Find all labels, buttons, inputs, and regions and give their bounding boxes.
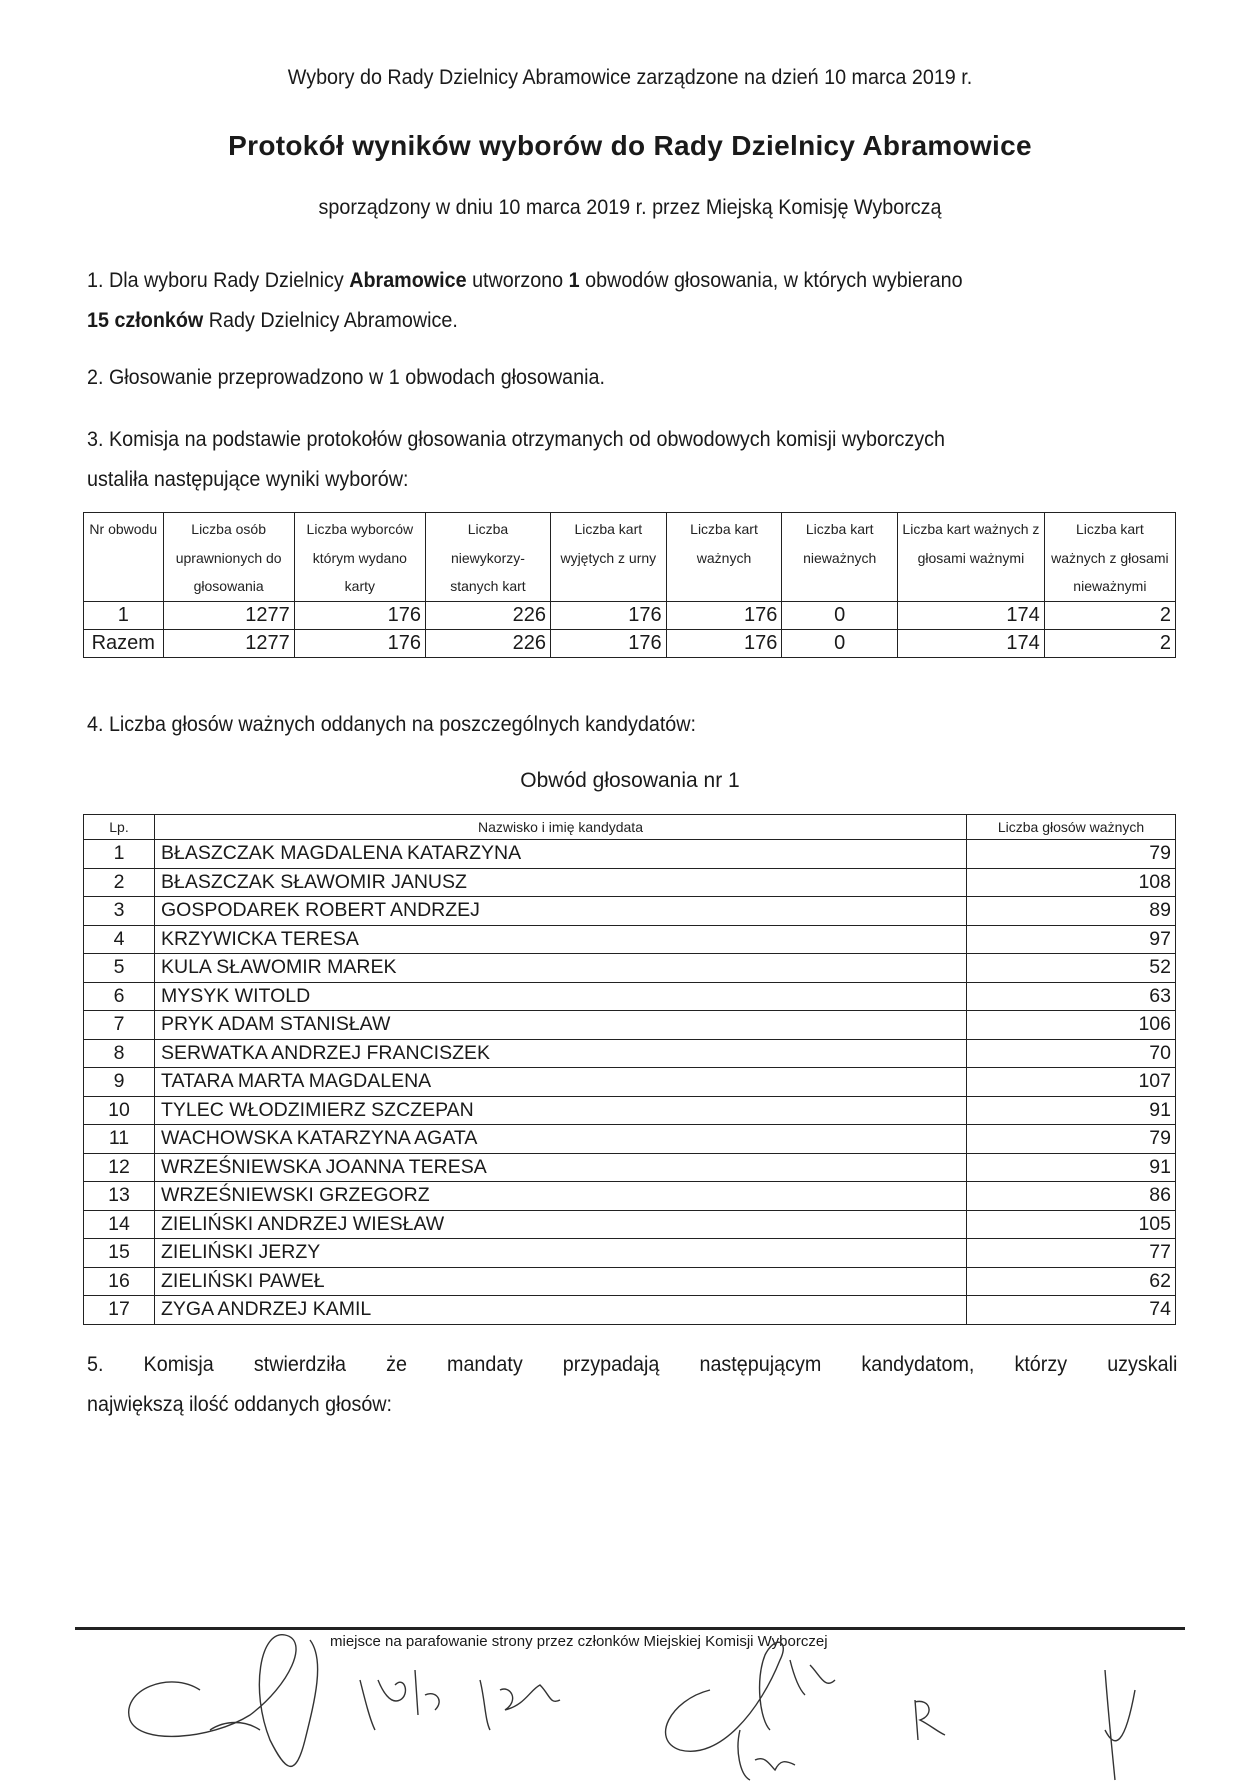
table-row bbox=[84, 954, 1176, 983]
section-5-line-1: 5. Komisja stwierdziła że mandaty przypadają następującym kandydatom, którzy uzyskali bbox=[87, 1353, 1178, 1376]
table-row bbox=[84, 868, 1176, 897]
table-row bbox=[84, 1039, 1176, 1068]
cell-issued: 176 bbox=[294, 601, 425, 629]
col-header: Liczba kart ważnych z głosami nieważnymi bbox=[1044, 513, 1175, 602]
cell-circuit: 1 bbox=[84, 601, 164, 629]
candidate-name: ZYGA ANDRZEJ KAMIL bbox=[155, 1296, 967, 1325]
cell-eligible: 1277 bbox=[163, 629, 294, 657]
cell-invalid: 0 bbox=[782, 601, 898, 629]
candidate-lp: 12 bbox=[84, 1153, 155, 1182]
candidate-name: TYLEC WŁODZIMIERZ SZCZEPAN bbox=[155, 1096, 967, 1125]
results-table-header bbox=[84, 513, 1176, 602]
candidate-lp: 9 bbox=[84, 1068, 155, 1097]
section-4: 4. Liczba głosów ważnych oddanych na poszczególnych kandydatów: bbox=[87, 713, 697, 736]
candidate-lp: 17 bbox=[84, 1296, 155, 1325]
candidate-lp: 14 bbox=[84, 1210, 155, 1239]
candidate-votes: 77 bbox=[967, 1239, 1176, 1268]
candidates-table bbox=[83, 814, 1176, 1325]
initials-note: miejsce na parafowanie strony przez członków Miejskiej Komisji Wyborczej bbox=[330, 1633, 828, 1650]
candidate-name: WRZEŚNIEWSKI GRZEGORZ bbox=[155, 1182, 967, 1211]
candidate-lp: 11 bbox=[84, 1125, 155, 1154]
col-header: Nr obwodu bbox=[84, 513, 164, 602]
table-row bbox=[84, 897, 1176, 926]
candidate-name: PRYK ADAM STANISŁAW bbox=[155, 1011, 967, 1040]
col-header: Liczba kart ważnych bbox=[666, 513, 782, 602]
candidate-votes: 107 bbox=[967, 1068, 1176, 1097]
candidate-votes: 91 bbox=[967, 1153, 1176, 1182]
table-row bbox=[84, 840, 1176, 869]
table-row bbox=[84, 1182, 1176, 1211]
cell-eligible: 1277 bbox=[163, 601, 294, 629]
table-row bbox=[84, 925, 1176, 954]
election-header: Wybory do Rady Dzielnicy Abramowice zarządzone na dzień 10 marca 2019 r. bbox=[287, 66, 973, 89]
signature-4-icon bbox=[915, 1700, 945, 1740]
section-1 bbox=[87, 261, 1112, 341]
cell-circuit: Razem bbox=[84, 629, 164, 657]
table-row bbox=[84, 1011, 1176, 1040]
candidate-lp: 3 bbox=[84, 897, 155, 926]
section-5 bbox=[87, 1345, 1177, 1425]
candidate-name: WRZEŚNIEWSKA JOANNA TERESA bbox=[155, 1153, 967, 1182]
candidate-name: ZIELIŃSKI JERZY bbox=[155, 1239, 967, 1268]
cell-invalid-votes: 2 bbox=[1044, 601, 1175, 629]
section-3 bbox=[87, 420, 1112, 500]
candidate-votes: 108 bbox=[967, 868, 1176, 897]
col-header: Liczba kart ważnych z głosami ważnymi bbox=[898, 513, 1045, 602]
district-name: Abramowice bbox=[349, 269, 467, 292]
section-2: 2. Głosowanie przeprowadzono w 1 obwodach głosowania. bbox=[87, 366, 605, 389]
candidate-lp: 5 bbox=[84, 954, 155, 983]
col-header-votes: Liczba głosów ważnych bbox=[967, 815, 1176, 840]
cell-valid: 176 bbox=[666, 629, 782, 657]
candidate-name: TATARA MARTA MAGDALENA bbox=[155, 1068, 967, 1097]
cell-valid: 176 bbox=[666, 601, 782, 629]
table-row bbox=[84, 982, 1176, 1011]
candidate-votes: 79 bbox=[967, 1125, 1176, 1154]
table-row bbox=[84, 1296, 1176, 1325]
candidate-votes: 79 bbox=[967, 840, 1176, 869]
candidate-votes: 89 bbox=[967, 897, 1176, 926]
candidates-table-header bbox=[84, 815, 1176, 840]
members-count: 15 członków bbox=[87, 309, 204, 332]
candidate-lp: 13 bbox=[84, 1182, 155, 1211]
candidate-lp: 2 bbox=[84, 868, 155, 897]
table-row bbox=[84, 1267, 1176, 1296]
col-header: Liczba osób uprawnionych do głosowania bbox=[163, 513, 294, 602]
candidate-votes: 86 bbox=[967, 1182, 1176, 1211]
signature-3-icon bbox=[666, 1642, 835, 1780]
section-1-prefix: 1. Dla wyboru Rady Dzielnicy bbox=[87, 269, 350, 292]
candidate-votes: 63 bbox=[967, 982, 1176, 1011]
section-1-text: utworzono bbox=[466, 269, 569, 292]
candidate-lp: 8 bbox=[84, 1039, 155, 1068]
section-1-text: obwodów głosowania, w których wybierano bbox=[579, 269, 963, 292]
candidate-votes: 106 bbox=[967, 1011, 1176, 1040]
candidate-votes: 70 bbox=[967, 1039, 1176, 1068]
circuits-count: 1 bbox=[568, 269, 580, 292]
candidate-name: ZIELIŃSKI ANDRZEJ WIESŁAW bbox=[155, 1210, 967, 1239]
page-title: Protokół wyników wyborów do Rady Dzielnicy Abramowice bbox=[228, 130, 1032, 161]
candidate-lp: 10 bbox=[84, 1096, 155, 1125]
table-row bbox=[84, 1125, 1176, 1154]
candidate-votes: 52 bbox=[967, 954, 1176, 983]
candidate-name: GOSPODAREK ROBERT ANDRZEJ bbox=[155, 897, 967, 926]
signature-1-icon bbox=[129, 1635, 318, 1767]
results-table bbox=[83, 512, 1176, 658]
table-row bbox=[84, 1210, 1176, 1239]
section-3-line-1: 3. Komisja na podstawie protokołów głosowania otrzymanych od obwodowych komisji wyborczych bbox=[87, 428, 945, 451]
candidate-lp: 6 bbox=[84, 982, 155, 1011]
candidates-table-body bbox=[84, 840, 1176, 1325]
cell-unused: 226 bbox=[425, 629, 550, 657]
candidate-name: ZIELIŃSKI PAWEŁ bbox=[155, 1267, 967, 1296]
signature-2-icon bbox=[360, 1670, 560, 1730]
candidate-name: KULA SŁAWOMIR MAREK bbox=[155, 954, 967, 983]
cell-from-urn: 176 bbox=[550, 601, 666, 629]
candidate-votes: 97 bbox=[967, 925, 1176, 954]
table-row bbox=[84, 601, 1176, 629]
candidate-lp: 16 bbox=[84, 1267, 155, 1296]
candidate-name: BŁASZCZAK SŁAWOMIR JANUSZ bbox=[155, 868, 967, 897]
section-1-suffix: Rady Dzielnicy Abramowice. bbox=[203, 309, 458, 332]
cell-from-urn: 176 bbox=[550, 629, 666, 657]
col-header: Liczba niewykorzy- stanych kart bbox=[425, 513, 550, 602]
candidate-votes: 91 bbox=[967, 1096, 1176, 1125]
col-header-lp: Lp. bbox=[84, 815, 155, 840]
section-5-line-2: największą ilość oddanych głosów: bbox=[87, 1393, 393, 1416]
table-row bbox=[84, 1096, 1176, 1125]
candidate-lp: 15 bbox=[84, 1239, 155, 1268]
candidate-name: MYSYK WITOLD bbox=[155, 982, 967, 1011]
table-row bbox=[84, 1153, 1176, 1182]
candidate-votes: 62 bbox=[967, 1267, 1176, 1296]
candidate-lp: 4 bbox=[84, 925, 155, 954]
table-row bbox=[84, 1239, 1176, 1268]
page-subtitle: sporządzony w dniu 10 marca 2019 r. przez Miejską Komisję Wyborczą bbox=[318, 196, 942, 219]
cell-valid-votes: 174 bbox=[898, 601, 1045, 629]
col-header: Liczba kart nieważnych bbox=[782, 513, 898, 602]
cell-unused: 226 bbox=[425, 601, 550, 629]
candidate-name: WACHOWSKA KATARZYNA AGATA bbox=[155, 1125, 967, 1154]
cell-invalid-votes: 2 bbox=[1044, 629, 1175, 657]
cell-valid-votes: 174 bbox=[898, 629, 1045, 657]
section-3-line-2: ustaliła następujące wyniki wyborów: bbox=[87, 468, 409, 491]
circuit-title: Obwód głosowania nr 1 bbox=[520, 769, 740, 792]
table-row-total bbox=[84, 629, 1176, 657]
candidate-lp: 7 bbox=[84, 1011, 155, 1040]
candidate-name: BŁASZCZAK MAGDALENA KATARZYNA bbox=[155, 840, 967, 869]
cell-issued: 176 bbox=[294, 629, 425, 657]
candidate-name: KRZYWICKA TERESA bbox=[155, 925, 967, 954]
cell-invalid: 0 bbox=[782, 629, 898, 657]
col-header: Liczba wyborców którym wydano karty bbox=[294, 513, 425, 602]
handwritten-signatures bbox=[60, 1620, 1220, 1782]
candidate-votes: 74 bbox=[967, 1296, 1176, 1325]
col-header: Liczba kart wyjętych z urny bbox=[550, 513, 666, 602]
candidate-votes: 105 bbox=[967, 1210, 1176, 1239]
candidate-lp: 1 bbox=[84, 840, 155, 869]
signature-5-icon bbox=[1105, 1670, 1135, 1780]
candidate-name: SERWATKA ANDRZEJ FRANCISZEK bbox=[155, 1039, 967, 1068]
col-header-name: Nazwisko i imię kandydata bbox=[155, 815, 967, 840]
table-row bbox=[84, 1068, 1176, 1097]
